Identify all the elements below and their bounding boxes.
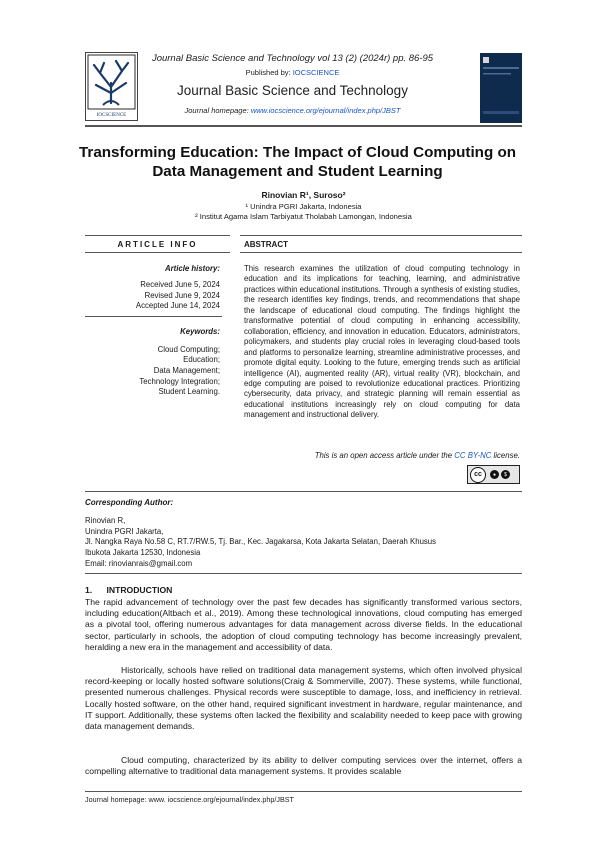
license-link[interactable]: CC BY-NC	[454, 451, 492, 460]
publisher-line	[110, 68, 475, 77]
info-heading-rule	[85, 252, 230, 253]
affiliation-1: ¹ Unindra PGRI Jakarta, Indonesia	[245, 202, 362, 211]
corresponding-line: Rinovian R,	[85, 516, 126, 525]
corresponding-line: Unindra PGRI Jakarta,	[85, 526, 164, 536]
cc-icon: cc	[470, 467, 486, 483]
abstract-body: This research examines the utilization of cloud computing technology in education and its implications for teaching, learning, and administrative practices within educational institutions. Through a synthesis of existing studies, the research identifies key findings, trends, and recommendations that shape the landscape of educational cloud computing. The findings highlight the transformative potential of cloud computing in enhancing accessibility, collaboration, efficiency, and innovation in education. Educators, administrators, policymakers, and students play crucial roles in leveraging cloud-based tools and platforms to personalize learning, streamline administrative processes, and promote digital equity. Looking to the future, emerging trends such as artificial intelligence (AI), augmented reality (AR), virtual reality (VR), blockchain, and edge computing are poised to revolutionize educational practices. Prioritizing cybersecurity, data privacy, and strategic planning will remain essential as educational institutions increasingly rely on cloud computing for data management and instructional delivery.	[244, 264, 520, 420]
journal-citation: Journal Basic Science and Technology vol 13 (2) (2024r) pp. 86-95	[151, 53, 434, 64]
homepage-label: Journal homepage:	[184, 106, 251, 115]
keyword-item: Technology Integration;	[139, 377, 220, 386]
article-info-heading: ARTICLE INFO	[117, 240, 198, 249]
abstract-heading-rule	[240, 252, 522, 253]
keyword-item: Education;	[183, 355, 220, 364]
history-received: Received June 5, 2024	[140, 280, 220, 289]
history-revised: Revised June 9, 2024	[144, 291, 220, 300]
footer-divider	[85, 791, 522, 792]
journal-cover-image	[480, 53, 522, 123]
article-history-heading: Article history:	[164, 264, 220, 273]
footer-homepage: Journal homepage: www. iocscience.org/ejournal/index.php/JBST	[85, 795, 294, 804]
keyword-item: Data Management;	[153, 366, 220, 375]
license-statement	[244, 451, 520, 460]
keyword-item: Cloud Computing;	[157, 345, 220, 354]
article-authors: Rinovian R¹, Suroso²	[261, 190, 346, 200]
history-divider	[85, 316, 222, 317]
published-by-label: Published by:	[245, 68, 293, 77]
nc-icon: $	[501, 470, 510, 479]
journal-name: Journal Basic Science and Technology	[177, 83, 408, 98]
license-suffix: license.	[491, 451, 520, 460]
corresponding-author-block	[85, 516, 522, 570]
by-icon: ●	[490, 470, 499, 479]
license-prefix: This is an open access article under the	[314, 451, 455, 460]
cc-license-badge[interactable]	[467, 465, 520, 484]
corresponding-email: Email: rinovianrais@gmail.com	[85, 558, 193, 568]
history-accepted: Accepted June 14, 2024	[135, 301, 220, 310]
publisher-link[interactable]: IOCSCIENCE	[292, 68, 340, 77]
abstract-top-rule	[240, 235, 522, 236]
corresponding-line: Jl. Nangka Raya No.58 C, RT.7/RW.5, Tj. Bar., Kec. Jagakarsa, Kota Jakarta Selatan, Daerah Khusus	[85, 537, 437, 547]
intro-paragraph-2: Historically, schools have relied on traditional data management systems, which often involved physical record-keeping or locally hosted software solutions(Craig & Sommerville, 2007). These systems, while functional, presented numerous challenges. Physical records were susceptible to damage, loss, and inefficiency in retrieval. Locally hosted software, on the other hand, required significant investment in hardware, regular maintenance, and IT support. Additionally, these systems often lacked the flexibility and scalability needed to keep pace with growing data management demands.	[85, 665, 522, 732]
abstract-heading: ABSTRACT	[244, 240, 288, 249]
journal-homepage	[110, 106, 475, 115]
homepage-link[interactable]: www.iocscience.org/ejournal/index.php/JBST	[250, 106, 401, 115]
article-title: Transforming Education: The Impact of Cloud Computing on Data Management and Student Learning	[78, 144, 517, 180]
logo-text: IOCSCIENCE	[96, 113, 127, 118]
intro-paragraph-1: The rapid advancement of technology over the past few decades has significantly transformed various sectors, including education(Altbach et al., 2019). Among these technological innovations, cloud computing has emerged as a pivotal tool, offering numerous advantages for data management across diverse fields. In the educational sector, particularly in schools, the adoption of cloud computing technology has become increasingly prevalent, heralding a new era in the management and accessibility of data.	[85, 597, 522, 652]
introduction-heading: 1. INTRODUCTION	[85, 585, 173, 595]
info-top-rule	[85, 235, 230, 236]
corresponding-top-rule	[85, 491, 522, 492]
affiliation-2: ² Institut Agama Islam Tarbiyatut Tholabah Lamongan, Indonesia	[195, 212, 412, 221]
header-divider	[85, 125, 522, 127]
corresponding-bottom-rule	[85, 573, 522, 574]
keywords-heading: Keywords:	[180, 327, 220, 336]
corresponding-line: Ibukota Jakarta 12530, Indonesia	[85, 548, 201, 558]
corresponding-author-heading: Corresponding Author:	[85, 498, 174, 507]
keyword-item: Student Learning.	[158, 387, 220, 396]
intro-paragraph-3: Cloud computing, characterized by its ability to deliver computing services over the internet, offers a compelling alternative to traditional data management systems. It provides scalable	[85, 755, 522, 777]
